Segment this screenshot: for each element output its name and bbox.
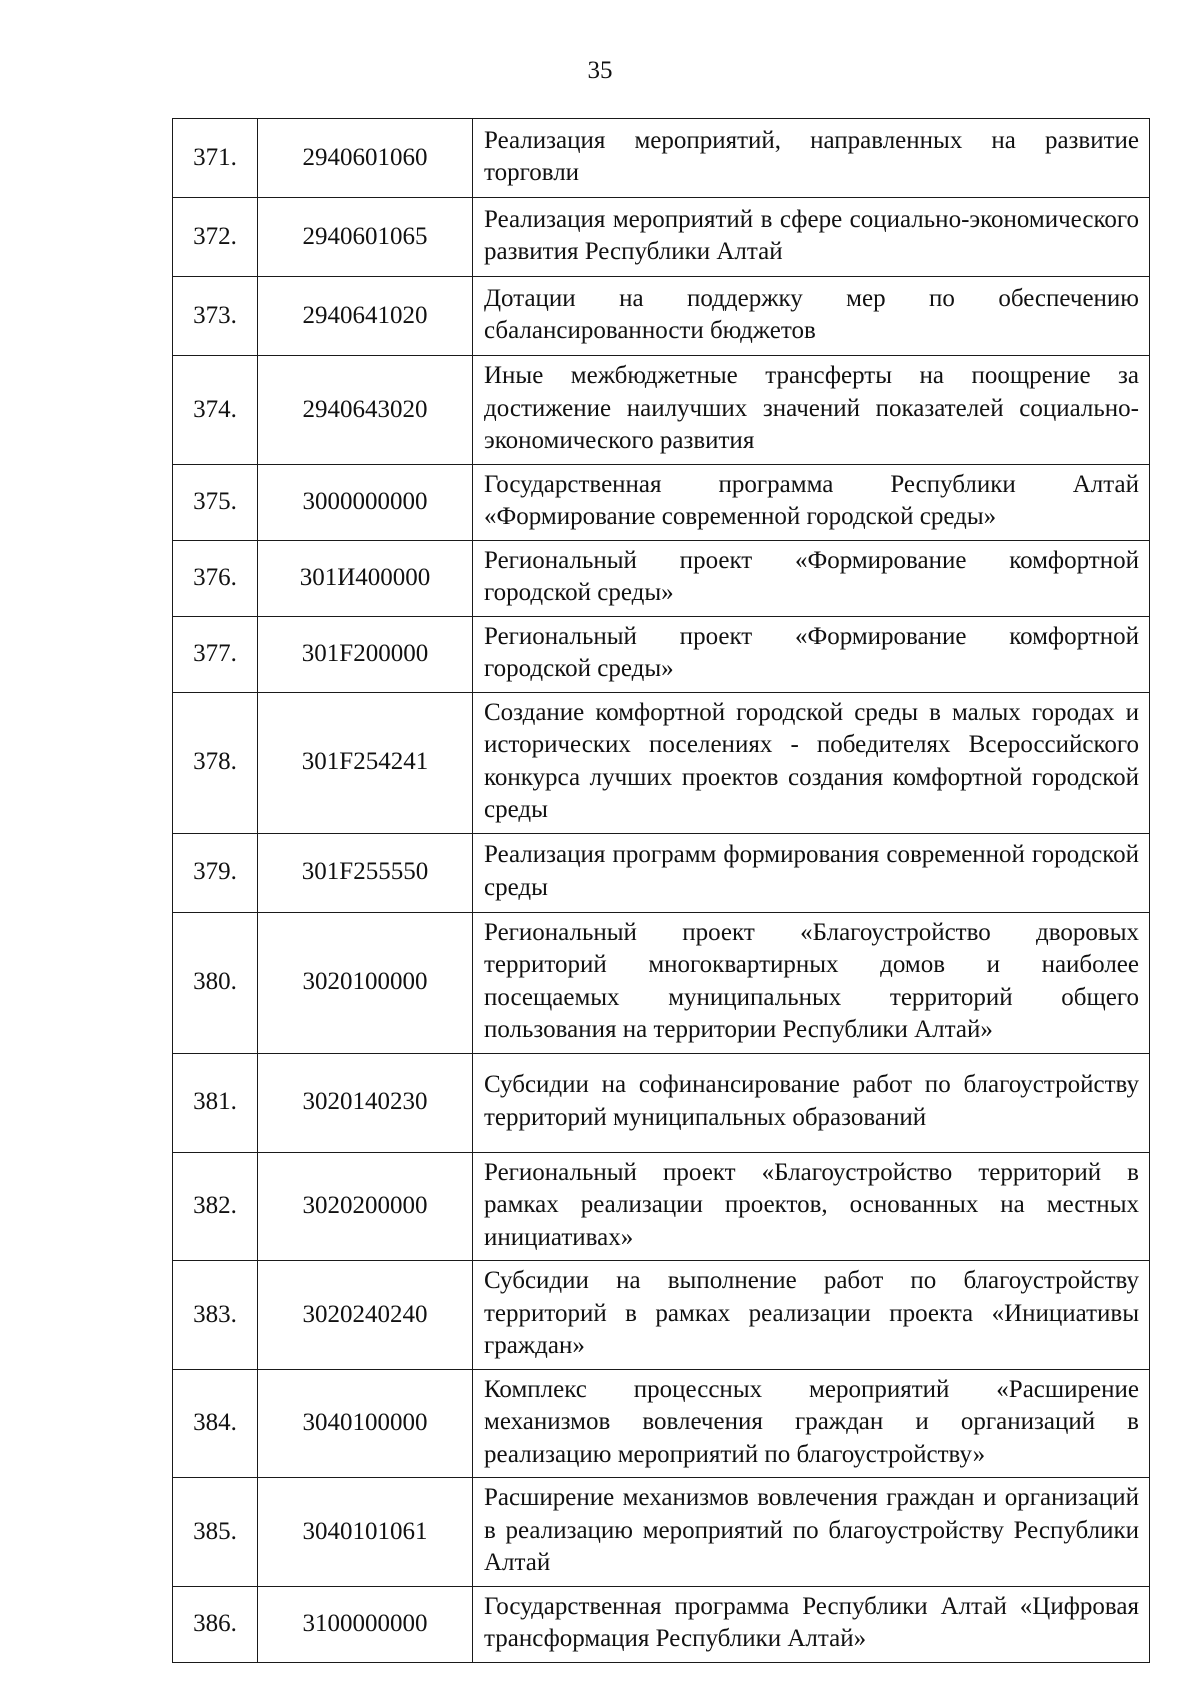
row-code: 2940601065: [258, 198, 473, 277]
table-row: [173, 1586, 1150, 1662]
row-number: 382.: [173, 1152, 258, 1261]
table-row: [173, 1369, 1150, 1478]
row-code: 301F255550: [258, 833, 473, 912]
row-number: 379.: [173, 833, 258, 912]
table-row: [173, 1152, 1150, 1261]
row-number: 371.: [173, 119, 258, 198]
row-code: 2940641020: [258, 277, 473, 356]
row-number: 377.: [173, 616, 258, 692]
table-row: [173, 912, 1150, 1053]
row-number: 374.: [173, 356, 258, 465]
table-row: [173, 277, 1150, 356]
row-number: 381.: [173, 1053, 258, 1152]
row-number: 383.: [173, 1261, 258, 1370]
row-code: 3000000000: [258, 464, 473, 540]
row-description: Региональный проект «Формирование комфортной городской среды»: [473, 540, 1150, 616]
budget-code-table: [172, 118, 1150, 1663]
row-description: Иные межбюджетные трансферты на поощрение за достижение наилучших значений показателей социально-экономического развития: [473, 356, 1150, 465]
row-number: 380.: [173, 912, 258, 1053]
row-code: 3020200000: [258, 1152, 473, 1261]
row-code: 3020140230: [258, 1053, 473, 1152]
page-number: 35: [587, 57, 613, 84]
row-code: 3100000000: [258, 1586, 473, 1662]
row-number: 376.: [173, 540, 258, 616]
table-row: [173, 464, 1150, 540]
row-code: 3020100000: [258, 912, 473, 1053]
row-description: Создание комфортной городской среды в малых городах и исторических поселениях - победителях Всероссийского конкурса лучших проектов создания комфортной городской среды: [473, 692, 1150, 833]
row-number: 372.: [173, 198, 258, 277]
row-code: 3020240240: [258, 1261, 473, 1370]
row-code: 301F254241: [258, 692, 473, 833]
row-code: 2940643020: [258, 356, 473, 465]
row-code: 2940601060: [258, 119, 473, 198]
row-description: Региональный проект «Благоустройство территорий в рамках реализации проектов, основанных на местных инициативах»: [473, 1152, 1150, 1261]
table-row: [173, 692, 1150, 833]
row-description: Государственная программа Республики Алтай «Формирование современной городской среды»: [473, 464, 1150, 540]
row-description: Субсидии на софинансирование работ по благоустройству территорий муниципальных образований: [473, 1053, 1150, 1152]
table-row: [173, 1261, 1150, 1370]
table-row: [173, 119, 1150, 198]
row-number: 373.: [173, 277, 258, 356]
row-code: 3040101061: [258, 1478, 473, 1587]
row-description: Реализация мероприятий в сфере социально-экономического развития Республики Алтай: [473, 198, 1150, 277]
row-description: Реализация программ формирования современной городской среды: [473, 833, 1150, 912]
table-row: [173, 198, 1150, 277]
row-description: Региональный проект «Благоустройство дворовых территорий многоквартирных домов и наиболее посещаемых муниципальных территорий общего пользования на территории Республики Алтай»: [473, 912, 1150, 1053]
table-row: [173, 356, 1150, 465]
row-description: Региональный проект «Формирование комфортной городской среды»: [473, 616, 1150, 692]
table-body: [173, 119, 1150, 1663]
table-row: [173, 540, 1150, 616]
row-description: Расширение механизмов вовлечения граждан и организаций в реализацию мероприятий по благоустройству Республики Алтай: [473, 1478, 1150, 1587]
row-code: 301F200000: [258, 616, 473, 692]
row-description: Комплекс процессных мероприятий «Расширение механизмов вовлечения граждан и организаций в реализацию мероприятий по благоустройству»: [473, 1369, 1150, 1478]
row-code: 3040100000: [258, 1369, 473, 1478]
row-number: 378.: [173, 692, 258, 833]
table-row: [173, 1053, 1150, 1152]
row-description: Реализация мероприятий, направленных на развитие торговли: [473, 119, 1150, 198]
row-description: Субсидии на выполнение работ по благоустройству территорий в рамках реализации проекта «Инициативы граждан»: [473, 1261, 1150, 1370]
row-description: Государственная программа Республики Алтай «Цифровая трансформация Республики Алтай»: [473, 1586, 1150, 1662]
table-row: [173, 1478, 1150, 1587]
row-number: 375.: [173, 464, 258, 540]
table-row: [173, 833, 1150, 912]
table-row: [173, 616, 1150, 692]
row-description: Дотации на поддержку мер по обеспечению сбалансированности бюджетов: [473, 277, 1150, 356]
row-number: 385.: [173, 1478, 258, 1587]
row-code: 301И400000: [258, 540, 473, 616]
row-number: 386.: [173, 1586, 258, 1662]
row-number: 384.: [173, 1369, 258, 1478]
